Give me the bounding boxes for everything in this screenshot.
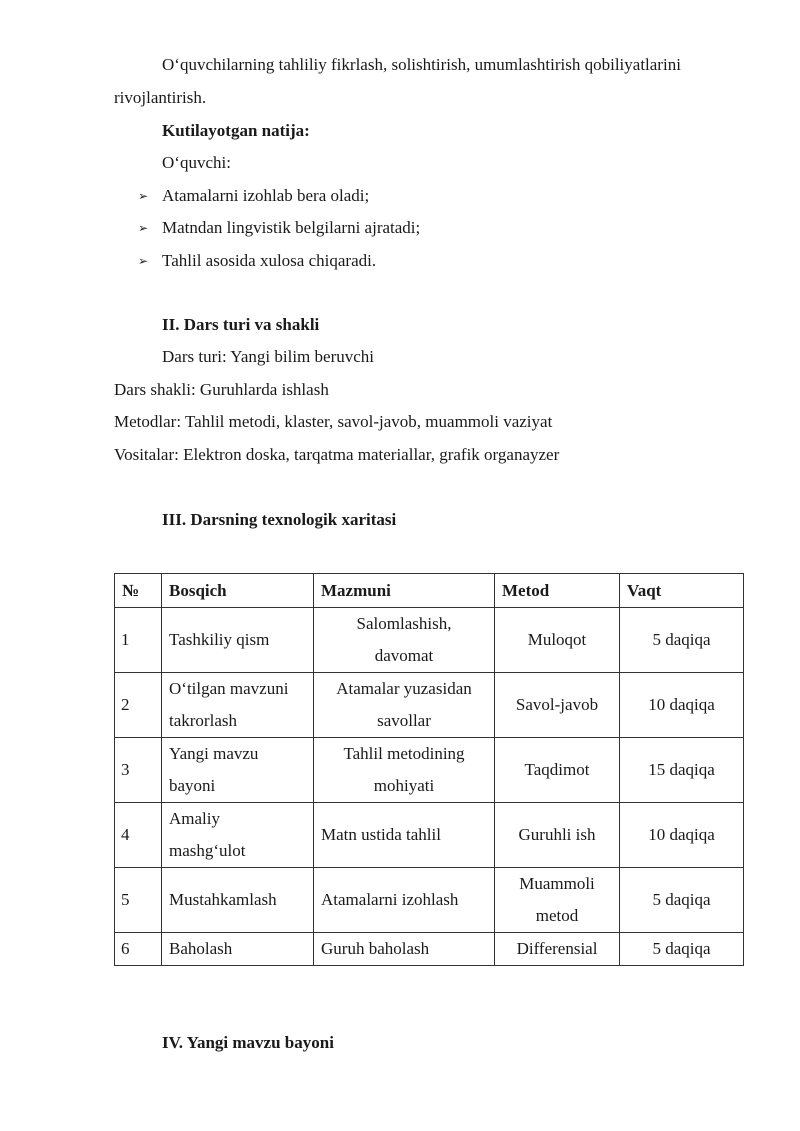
expected-result-heading: Kutilayotgan natija: — [162, 121, 310, 140]
cell-content — [314, 933, 495, 966]
cell-stage-line: takrorlash — [169, 711, 237, 730]
cell-number: 4 — [115, 803, 162, 868]
cell-method — [495, 673, 620, 738]
intro-paragraph-line-1: O‘quvchilarning tahliliy fikrlash, solishtirish, umumlashtirish qobiliyatlarini — [162, 55, 681, 74]
cell-content-line: Tahlil metodining — [343, 744, 465, 763]
cell-time: 5 daqiqa — [620, 868, 744, 933]
section-4-heading: IV. Yangi mavzu bayoni — [162, 1033, 334, 1052]
section-3-heading: III. Darsning texnologik xaritasi — [162, 510, 397, 529]
cell-method-line: Guruhli ish — [518, 825, 596, 844]
cell-stage-line: bayoni — [169, 776, 216, 795]
cell-stage-line: Amaliy — [169, 809, 220, 828]
cell-stage — [162, 803, 314, 868]
cell-stage-line: Baholash — [169, 939, 233, 958]
cell-time: 15 daqiqa — [620, 738, 744, 803]
cell-method-line: Muammoli — [519, 874, 595, 893]
table-header-row — [115, 574, 744, 608]
cell-stage — [162, 673, 314, 738]
cell-content-line: Guruh baholash — [321, 939, 430, 958]
cell-method — [495, 933, 620, 966]
intro-paragraph-line-2: rivojlantirish. — [114, 88, 207, 107]
cell-method — [495, 738, 620, 803]
cell-stage — [162, 608, 314, 673]
cell-method-line: Savol-javob — [515, 695, 599, 714]
lesson-form-line: Dars shakli: Guruhlarda ishlash — [114, 380, 329, 399]
cell-number: 3 — [115, 738, 162, 803]
table-row — [115, 608, 744, 673]
cell-time: 5 daqiqa — [620, 933, 744, 966]
cell-stage-line: Yangi mavzu — [169, 744, 259, 763]
cell-time: 10 daqiqa — [620, 803, 744, 868]
cell-content-line: Atamalar yuzasidan — [336, 679, 472, 698]
cell-stage — [162, 868, 314, 933]
technology-map-table — [114, 573, 744, 966]
list-item: Atamalarni izohlab bera oladi; — [162, 186, 370, 205]
methods-line: Metodlar: Tahlil metodi, klaster, savol-javob, muammoli vaziyat — [114, 412, 553, 431]
table-row — [115, 868, 744, 933]
cell-number: 6 — [115, 933, 162, 966]
arrowhead-bullet-icon: ➢ — [138, 189, 149, 203]
cell-content-line: Salomlashish, — [356, 614, 452, 633]
cell-number: 2 — [115, 673, 162, 738]
cell-content — [314, 868, 495, 933]
header-method: Metod — [495, 574, 620, 608]
cell-number: 1 — [115, 608, 162, 673]
cell-time: 10 daqiqa — [620, 673, 744, 738]
list-item: Tahlil asosida xulosa chiqaradi. — [162, 251, 377, 270]
section-2-heading: II. Dars turi va shakli — [162, 315, 320, 334]
header-content: Mazmuni — [314, 574, 495, 608]
cell-content — [314, 738, 495, 803]
header-stage: Bosqich — [162, 574, 314, 608]
cell-method-line: Muloqot — [527, 630, 587, 649]
table-row — [115, 933, 744, 966]
table-row — [115, 803, 744, 868]
header-time: Vaqt — [620, 574, 744, 608]
cell-time: 5 daqiqa — [620, 608, 744, 673]
tools-line: Vositalar: Elektron doska, tarqatma materiallar, grafik organayzer — [114, 445, 560, 464]
cell-method-line: Differensial — [516, 939, 598, 958]
header-number: № — [115, 574, 162, 608]
cell-content-line: savollar — [377, 711, 431, 730]
cell-method-line: Taqdimot — [524, 760, 590, 779]
cell-method — [495, 608, 620, 673]
cell-number: 5 — [115, 868, 162, 933]
arrowhead-bullet-icon: ➢ — [138, 221, 149, 235]
table-row — [115, 738, 744, 803]
cell-content-line: Matn ustida tahlil — [321, 825, 441, 844]
cell-content — [314, 608, 495, 673]
cell-stage-line: O‘tilgan mavzuni — [169, 679, 289, 698]
cell-stage — [162, 933, 314, 966]
table-row — [115, 673, 744, 738]
cell-stage-line: Tashkiliy qism — [169, 630, 270, 649]
cell-content — [314, 803, 495, 868]
cell-content — [314, 673, 495, 738]
list-item: Matndan lingvistik belgilarni ajratadi; — [162, 218, 421, 237]
lesson-type-line: Dars turi: Yangi bilim beruvchi — [162, 347, 375, 366]
cell-stage — [162, 738, 314, 803]
cell-content-line: mohiyati — [373, 776, 435, 795]
cell-method — [495, 803, 620, 868]
arrowhead-bullet-icon: ➢ — [138, 254, 149, 268]
cell-content-line: Atamalarni izohlash — [321, 890, 459, 909]
cell-stage-line: Mustahkamlash — [169, 890, 277, 909]
cell-content-line: davomat — [374, 646, 434, 665]
cell-method — [495, 868, 620, 933]
student-label: O‘quvchi: — [162, 153, 231, 172]
cell-stage-line: mashg‘ulot — [169, 841, 246, 860]
cell-method-line: metod — [535, 906, 579, 925]
